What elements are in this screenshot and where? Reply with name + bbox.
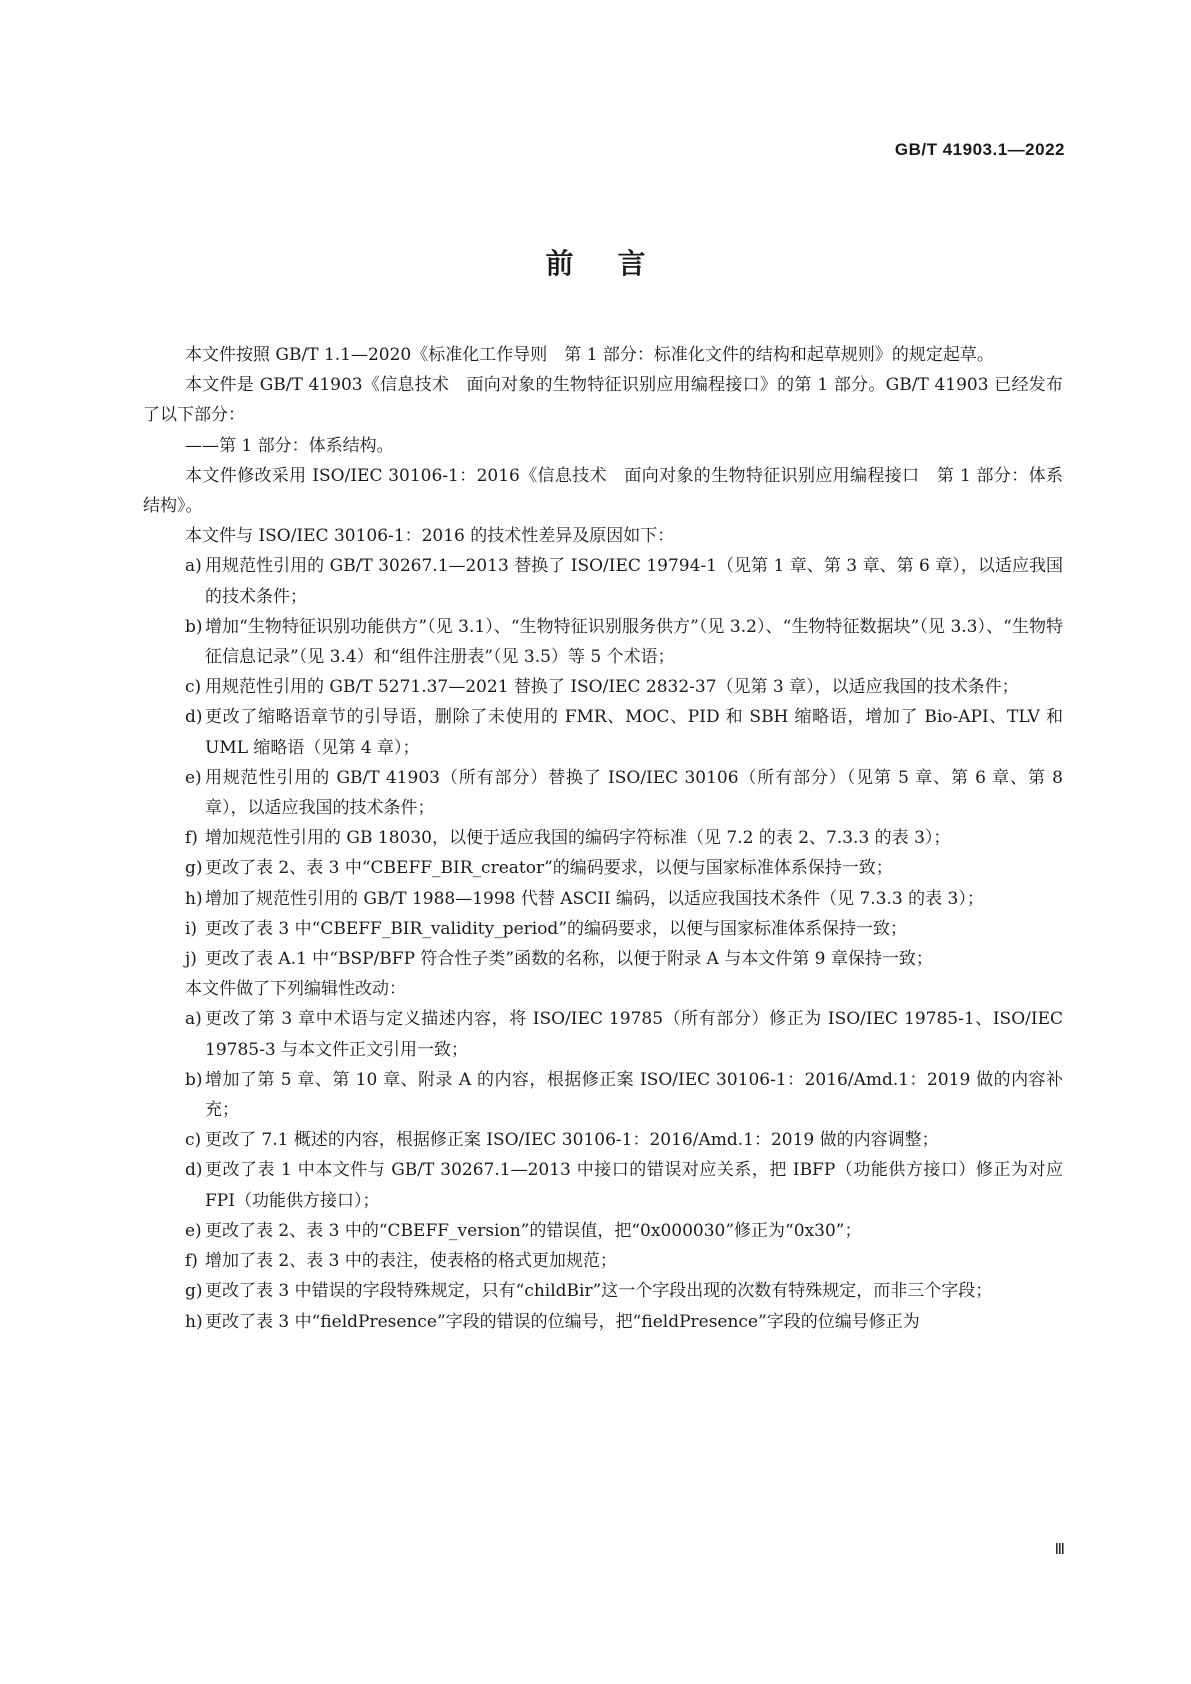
tech-diff-item xyxy=(143,853,1063,883)
edit-change-list xyxy=(143,1004,1063,1336)
list-item-text: 增加规范性引用的 GB 18030，以便于适应我国的编码字符标准（见 7.2 的表 2、7.3.3 的表 3）； xyxy=(205,828,951,849)
list-marker: b) xyxy=(185,616,203,637)
edit-change-intro: 本文件做了下列编辑性改动： xyxy=(185,979,406,1000)
edit-change-item xyxy=(143,1246,1063,1276)
list-item-text: 更改了表 A.1 中“BSP/BFP 符合性子类”函数的名称，以便于附录 A 与本文件第 9 章保持一致； xyxy=(205,949,933,970)
list-item-text: 增加了规范性引用的 GB/T 1988—1998 代替 ASCII 编码，以适应我国技术条件（见 7.3.3 的表 3）； xyxy=(205,888,984,909)
tech-diff-item xyxy=(143,823,1063,853)
list-marker: f) xyxy=(185,828,198,849)
list-item-text: 更改了缩略语章节的引导语，删除了未使用的 FMR、MOC、PID 和 SBH 缩略语，增加了 Bio-API、TLV 和 UML 缩略语（见第 4 章）； xyxy=(205,707,1063,758)
page-title: 前言 xyxy=(545,247,690,280)
edit-change-item xyxy=(143,1065,1063,1125)
tech-diff-intro: 本文件与 ISO/IEC 30106-1：2016 的技术性差异及原因如下： xyxy=(185,526,675,547)
list-marker: b) xyxy=(185,1069,203,1090)
tech-diff-item xyxy=(143,551,1063,611)
list-marker: a) xyxy=(185,1009,202,1030)
list-item-text: 更改了表 2、表 3 中的“CBEFF_version”的错误值，把“0x000030”修正为“0x30”； xyxy=(205,1220,862,1241)
list-item-text: 用规范性引用的 GB/T 5271.37—2021 替换了 ISO/IEC 2832-37（见第 3 章），以适应我国的技术条件； xyxy=(205,677,1019,698)
tech-diff-item xyxy=(143,914,1063,944)
list-marker: i) xyxy=(185,918,198,939)
list-item-text: 增加了第 5 章、第 10 章、附录 A 的内容，根据修正案 ISO/IEC 30106-1：2016/Amd.1：2019 做的内容补充； xyxy=(205,1069,1063,1121)
tech-diff-item xyxy=(143,612,1063,672)
tech-diff-item xyxy=(143,884,1063,914)
paragraph-adoption: 本文件修改采用 ISO/IEC 30106-1：2016《信息技术 面向对象的生物特征识别应用编程接口 第 1 部分：体系结构》。 xyxy=(143,465,1063,517)
list-item-text: 用规范性引用的 GB/T 41903（所有部分）替换了 ISO/IEC 30106（所有部分）（见第 5 章、第 6 章、第 8 章），以适应我国的技术条件； xyxy=(205,767,1063,819)
edit-change-item xyxy=(143,1307,1063,1337)
edit-change-item xyxy=(143,1004,1063,1064)
document-code: GB/T 41903.1—2022 xyxy=(894,140,1065,159)
list-marker: c) xyxy=(185,677,202,698)
edit-change-item xyxy=(143,1216,1063,1246)
list-item-text: 更改了表 3 中“fieldPresence”字段的错误的位编号，把“fieldPresence”字段的位编号修正为 xyxy=(205,1311,920,1332)
list-marker: f) xyxy=(185,1251,198,1272)
list-marker: g) xyxy=(185,858,203,879)
part-list-item: ——第 1 部分：体系结构。 xyxy=(185,435,394,456)
list-item-text: 更改了表 3 中错误的字段特殊规定，只有“childBir”这一个字段出现的次数有特殊规定，而非三个字段； xyxy=(205,1281,993,1302)
foreword-body xyxy=(143,340,1063,1337)
list-item-text: 更改了表 3 中“CBEFF_BIR_validity_period”的编码要求，以便与国家标准体系保持一致； xyxy=(205,918,908,939)
list-item-text: 用规范性引用的 GB/T 30267.1—2013 替换了 ISO/IEC 19794-1（见第 1 章、第 3 章、第 6 章），以适应我国的技术条件； xyxy=(205,556,1063,607)
edit-change-item xyxy=(143,1125,1063,1155)
list-marker: d) xyxy=(185,1160,203,1181)
list-marker: g) xyxy=(185,1281,203,1302)
list-item-text: 更改了表 2、表 3 中“CBEFF_BIR_creator”的编码要求，以便与国家标准体系保持一致； xyxy=(205,858,893,879)
list-marker: c) xyxy=(185,1130,202,1151)
list-item-text: 更改了 7.1 概述的内容，根据修正案 ISO/IEC 30106-1：2016/Amd.1：2019 做的内容调整； xyxy=(205,1130,939,1151)
paragraph-series: 本文件是 GB/T 41903《信息技术 面向对象的生物特征识别应用编程接口》的第 1 部分。GB/T 41903 已经发布了以下部分： xyxy=(143,375,1063,426)
list-marker: h) xyxy=(185,888,203,909)
list-marker: h) xyxy=(185,1311,203,1332)
list-marker: a) xyxy=(185,556,202,577)
tech-diff-item xyxy=(143,944,1063,974)
tech-diff-item xyxy=(143,672,1063,702)
tech-diff-list xyxy=(143,551,1063,974)
edit-change-item xyxy=(143,1155,1063,1215)
page-number: Ⅲ xyxy=(1054,1540,1065,1558)
list-item-text: 增加“生物特征识别功能供方”（见 3.1）、“生物特征识别服务供方”（见 3.2）、“生物特征数据块”（见 3.3）、“生物特征信息记录”（见 3.4）和“组件注册表”（见 3.5）等 5 个术语； xyxy=(205,616,1063,668)
list-marker: e) xyxy=(185,767,202,788)
list-item-text: 增加了表 2、表 3 中的表注，使表格的格式更加规范； xyxy=(205,1251,617,1272)
list-marker: j) xyxy=(185,949,197,970)
list-marker: d) xyxy=(185,707,203,728)
list-item-text: 更改了表 1 中本文件与 GB/T 30267.1—2013 中接口的错误对应关系，把 IBFP（功能供方接口）修正为对应 FPI（功能供方接口）； xyxy=(205,1160,1063,1211)
list-marker: e) xyxy=(185,1220,202,1241)
tech-diff-item xyxy=(143,702,1063,762)
list-item-text: 更改了第 3 章中术语与定义描述内容，将 ISO/IEC 19785（所有部分）修正为 ISO/IEC 19785-1、ISO/IEC 19785-3 与本文件正文引用一致； xyxy=(205,1009,1063,1060)
tech-diff-item xyxy=(143,763,1063,823)
paragraph-drafting: 本文件按照 GB/T 1.1—2020《标准化工作导则 第 1 部分：标准化文件的结构和起草规则》的规定起草。 xyxy=(185,345,994,365)
edit-change-item xyxy=(143,1276,1063,1306)
